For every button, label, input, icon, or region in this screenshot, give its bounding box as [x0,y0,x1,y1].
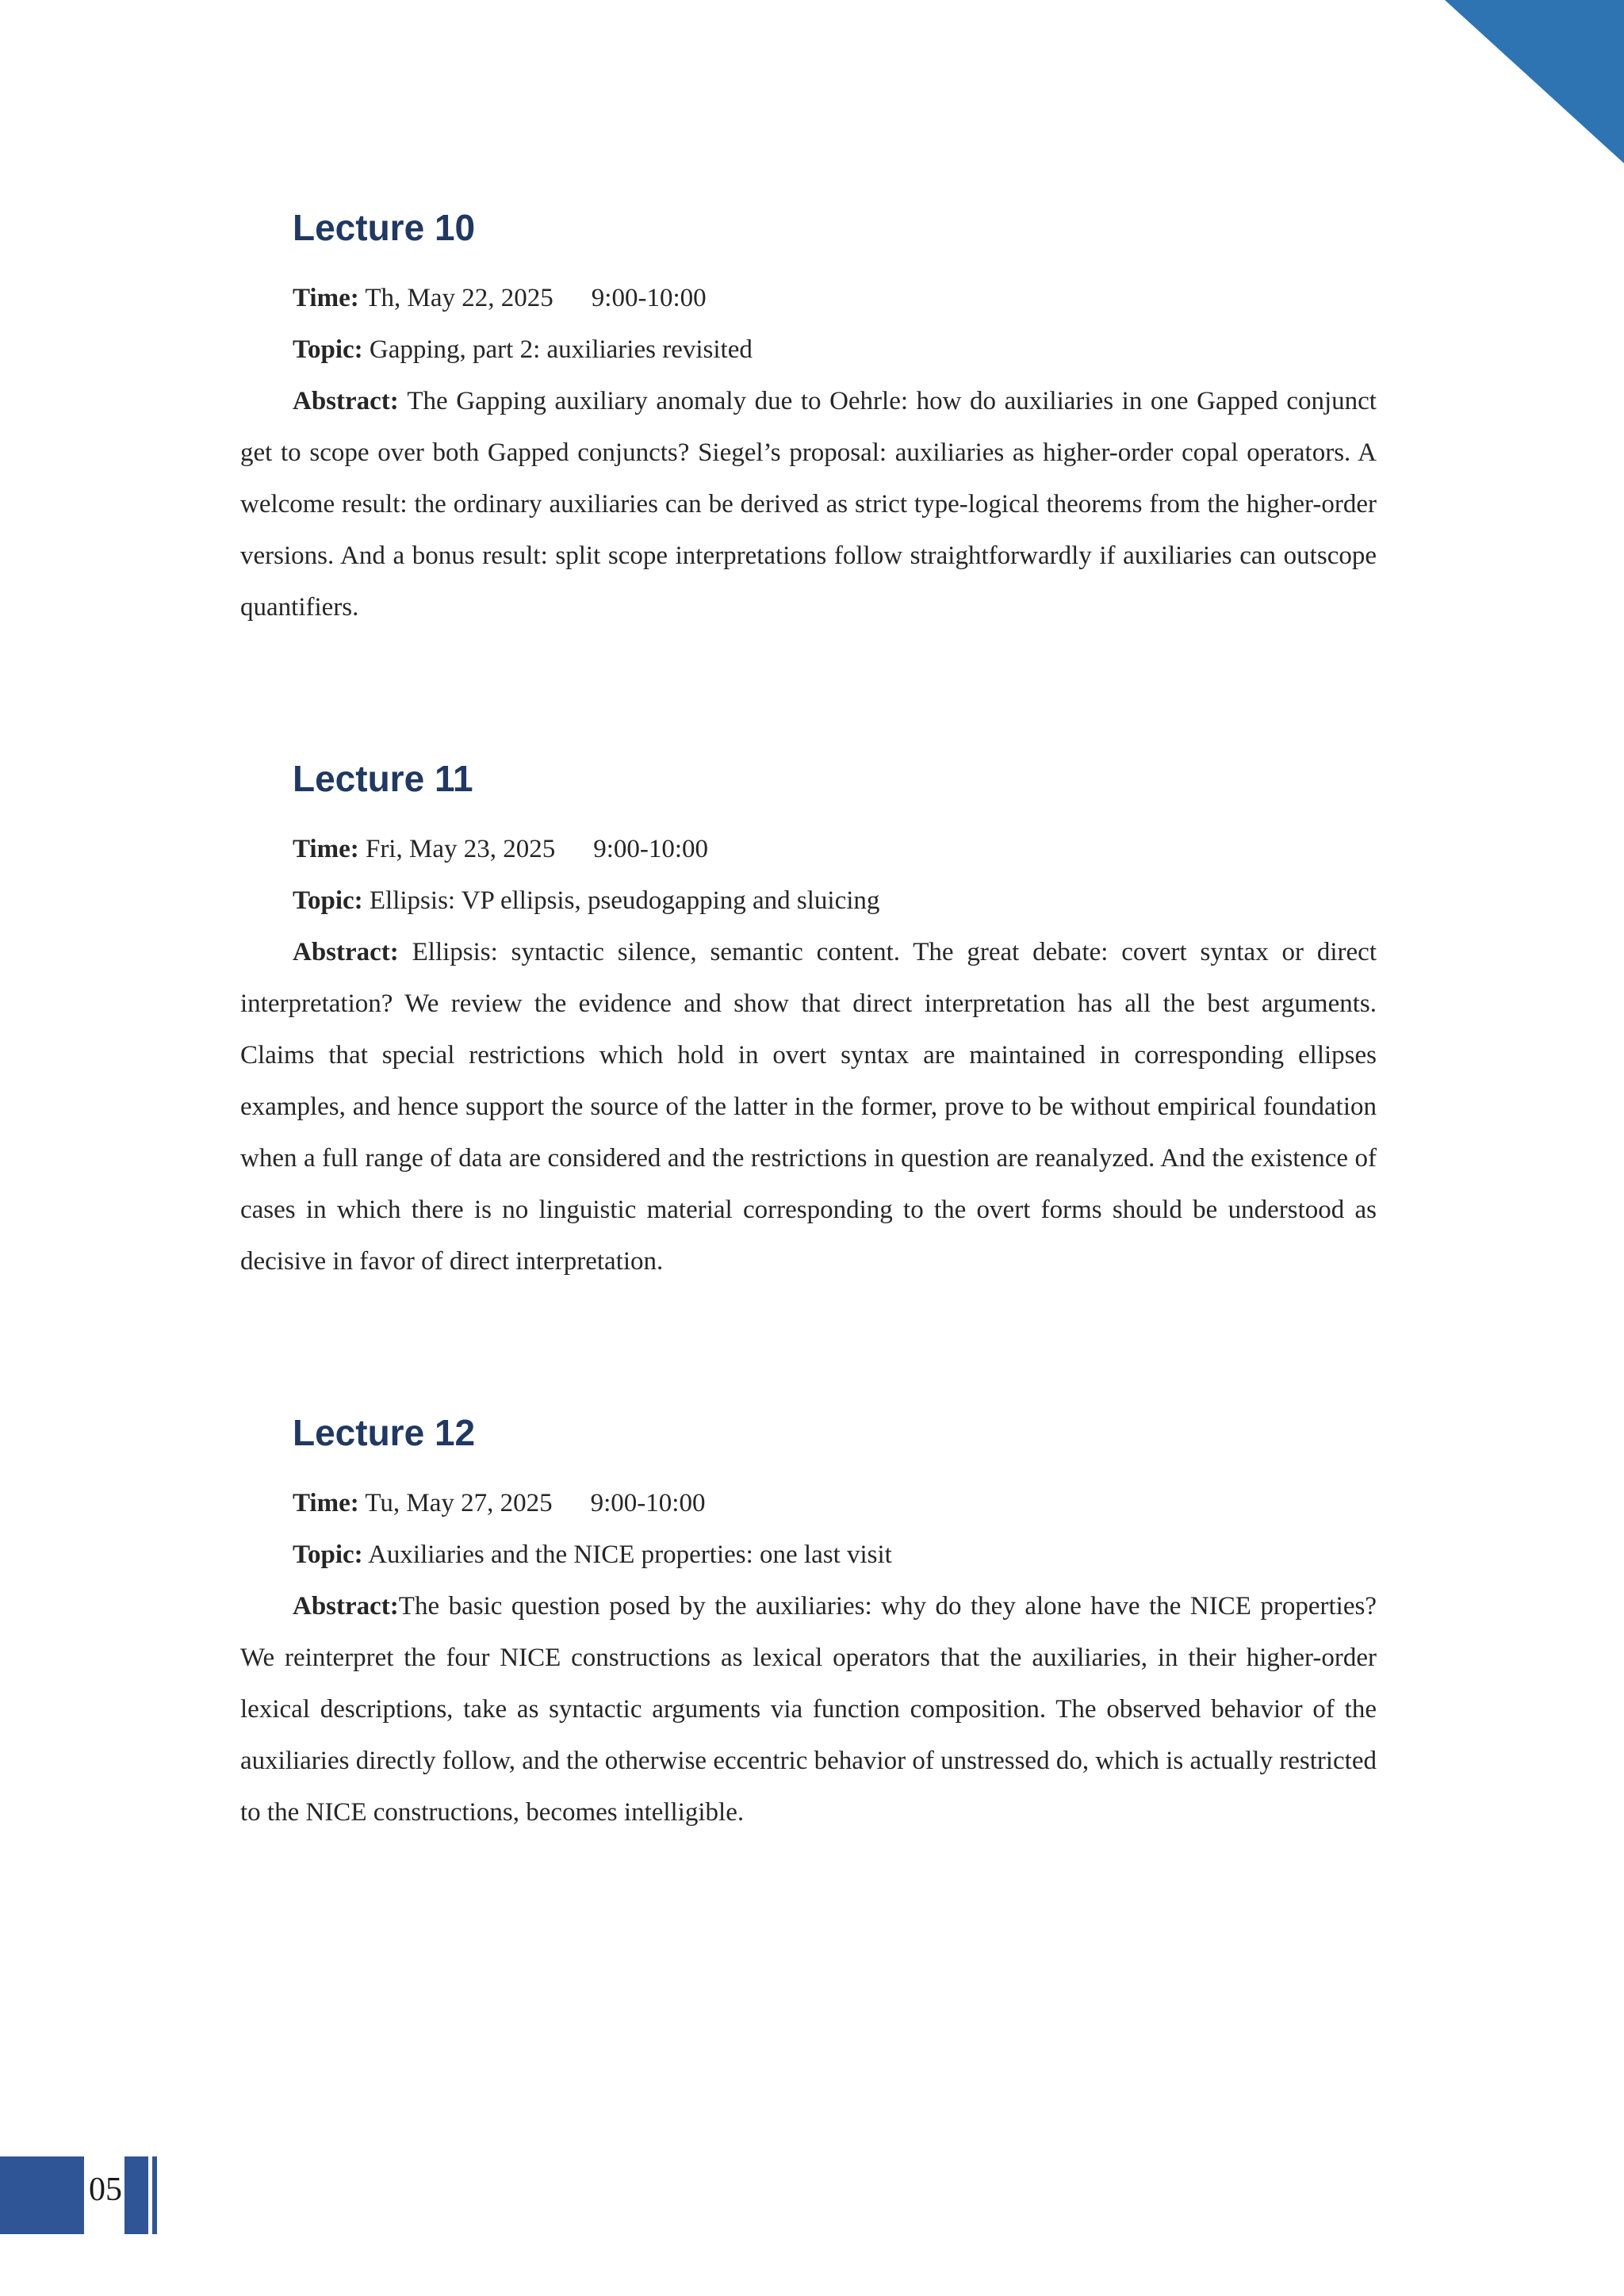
topic-label: Topic: [293,886,363,915]
lecture-list [240,208,1377,1839]
topic-text: Auxiliaries and the NICE properties: one last visit [368,1540,892,1569]
time-label: Time: [293,1489,359,1517]
time-range: 9:00-10:00 [593,835,709,863]
time-label: Time: [293,284,359,312]
topic-line [293,324,1377,376]
topic-line [293,1529,1377,1581]
lecture-section-10 [240,208,1377,633]
time-range: 9:00-10:00 [590,1489,706,1517]
abstract-text: The Gapping auxiliary anomaly due to Oehrle: how do auxiliaries in one Gapped conjunct get to scope over both Gapped conjuncts? Siegel’s proposal: auxiliaries as higher-order copal operators. A welcome result: the ordinary auxiliaries can be derived as strict type-logical theorems from the higher-order versions. And a bonus result: split scope interpretations follow straightforwardly if auxiliaries can outscope quantifiers. [240,387,1377,622]
footer-block-decoration [0,2156,84,2234]
time-line [293,273,1377,324]
time-date: Th, May 22, 2025 [365,284,553,312]
topic-label: Topic: [293,335,363,364]
lecture-section-12 [240,1413,1377,1839]
lecture-title: Lecture 11 [293,758,473,799]
time-date: Tu, May 27, 2025 [365,1489,553,1517]
topic-label: Topic: [293,1540,363,1569]
abstract-paragraph [240,927,1377,1288]
topic-line [293,875,1377,927]
topic-text: Ellipsis: VP ellipsis, pseudogapping and sluicing [369,886,880,915]
abstract-paragraph [240,376,1377,633]
time-line [293,1478,1377,1529]
footer-bar-thick-decoration [124,2156,148,2234]
abstract-label: Abstract: [293,387,408,415]
corner-triangle-decoration [1445,0,1624,163]
time-label: Time: [293,835,359,863]
time-date: Fri, May 23, 2025 [365,835,556,863]
topic-text: Gapping, part 2: auxiliaries revisited [369,335,753,364]
abstract-label: Abstract: [293,1592,399,1621]
abstract-text: The basic question posed by the auxiliaries: why do they alone have the NICE properties? We reinterpret the four NICE constructions as lexical operators that the auxiliaries, in their higher-order lexical descriptions, take as syntactic arguments via function composition. The observed behavior of the auxiliaries directly follow, and the otherwise eccentric behavior of unstressed do, which is actually restricted to the NICE constructions, becomes intelligible. [240,1592,1377,1827]
footer-bar-thin-decoration [152,2156,157,2234]
lecture-section-11 [240,759,1377,1288]
abstract-paragraph [240,1581,1377,1839]
lecture-title: Lecture 12 [293,1412,476,1453]
abstract-label: Abstract: [293,938,412,966]
time-range: 9:00-10:00 [591,284,707,312]
time-line [293,824,1377,875]
abstract-text: Ellipsis: syntactic silence, semantic content. The great debate: covert syntax or direct interpretation? We review the evidence and show that direct interpretation has all the best arguments. Claims that special restrictions which hold in overt syntax are maintained in corresponding ellipses examples, and hence support the source of the latter in the former, prove to be without empirical foundation when a full range of data are considered and the restrictions in question are reanalyzed. And the existence of cases in which there is no linguistic material corresponding to the overt forms should be understood as decisive in favor of direct interpretation. [240,938,1377,1276]
page-number: 05 [89,2172,122,2208]
lecture-title: Lecture 10 [293,207,476,248]
